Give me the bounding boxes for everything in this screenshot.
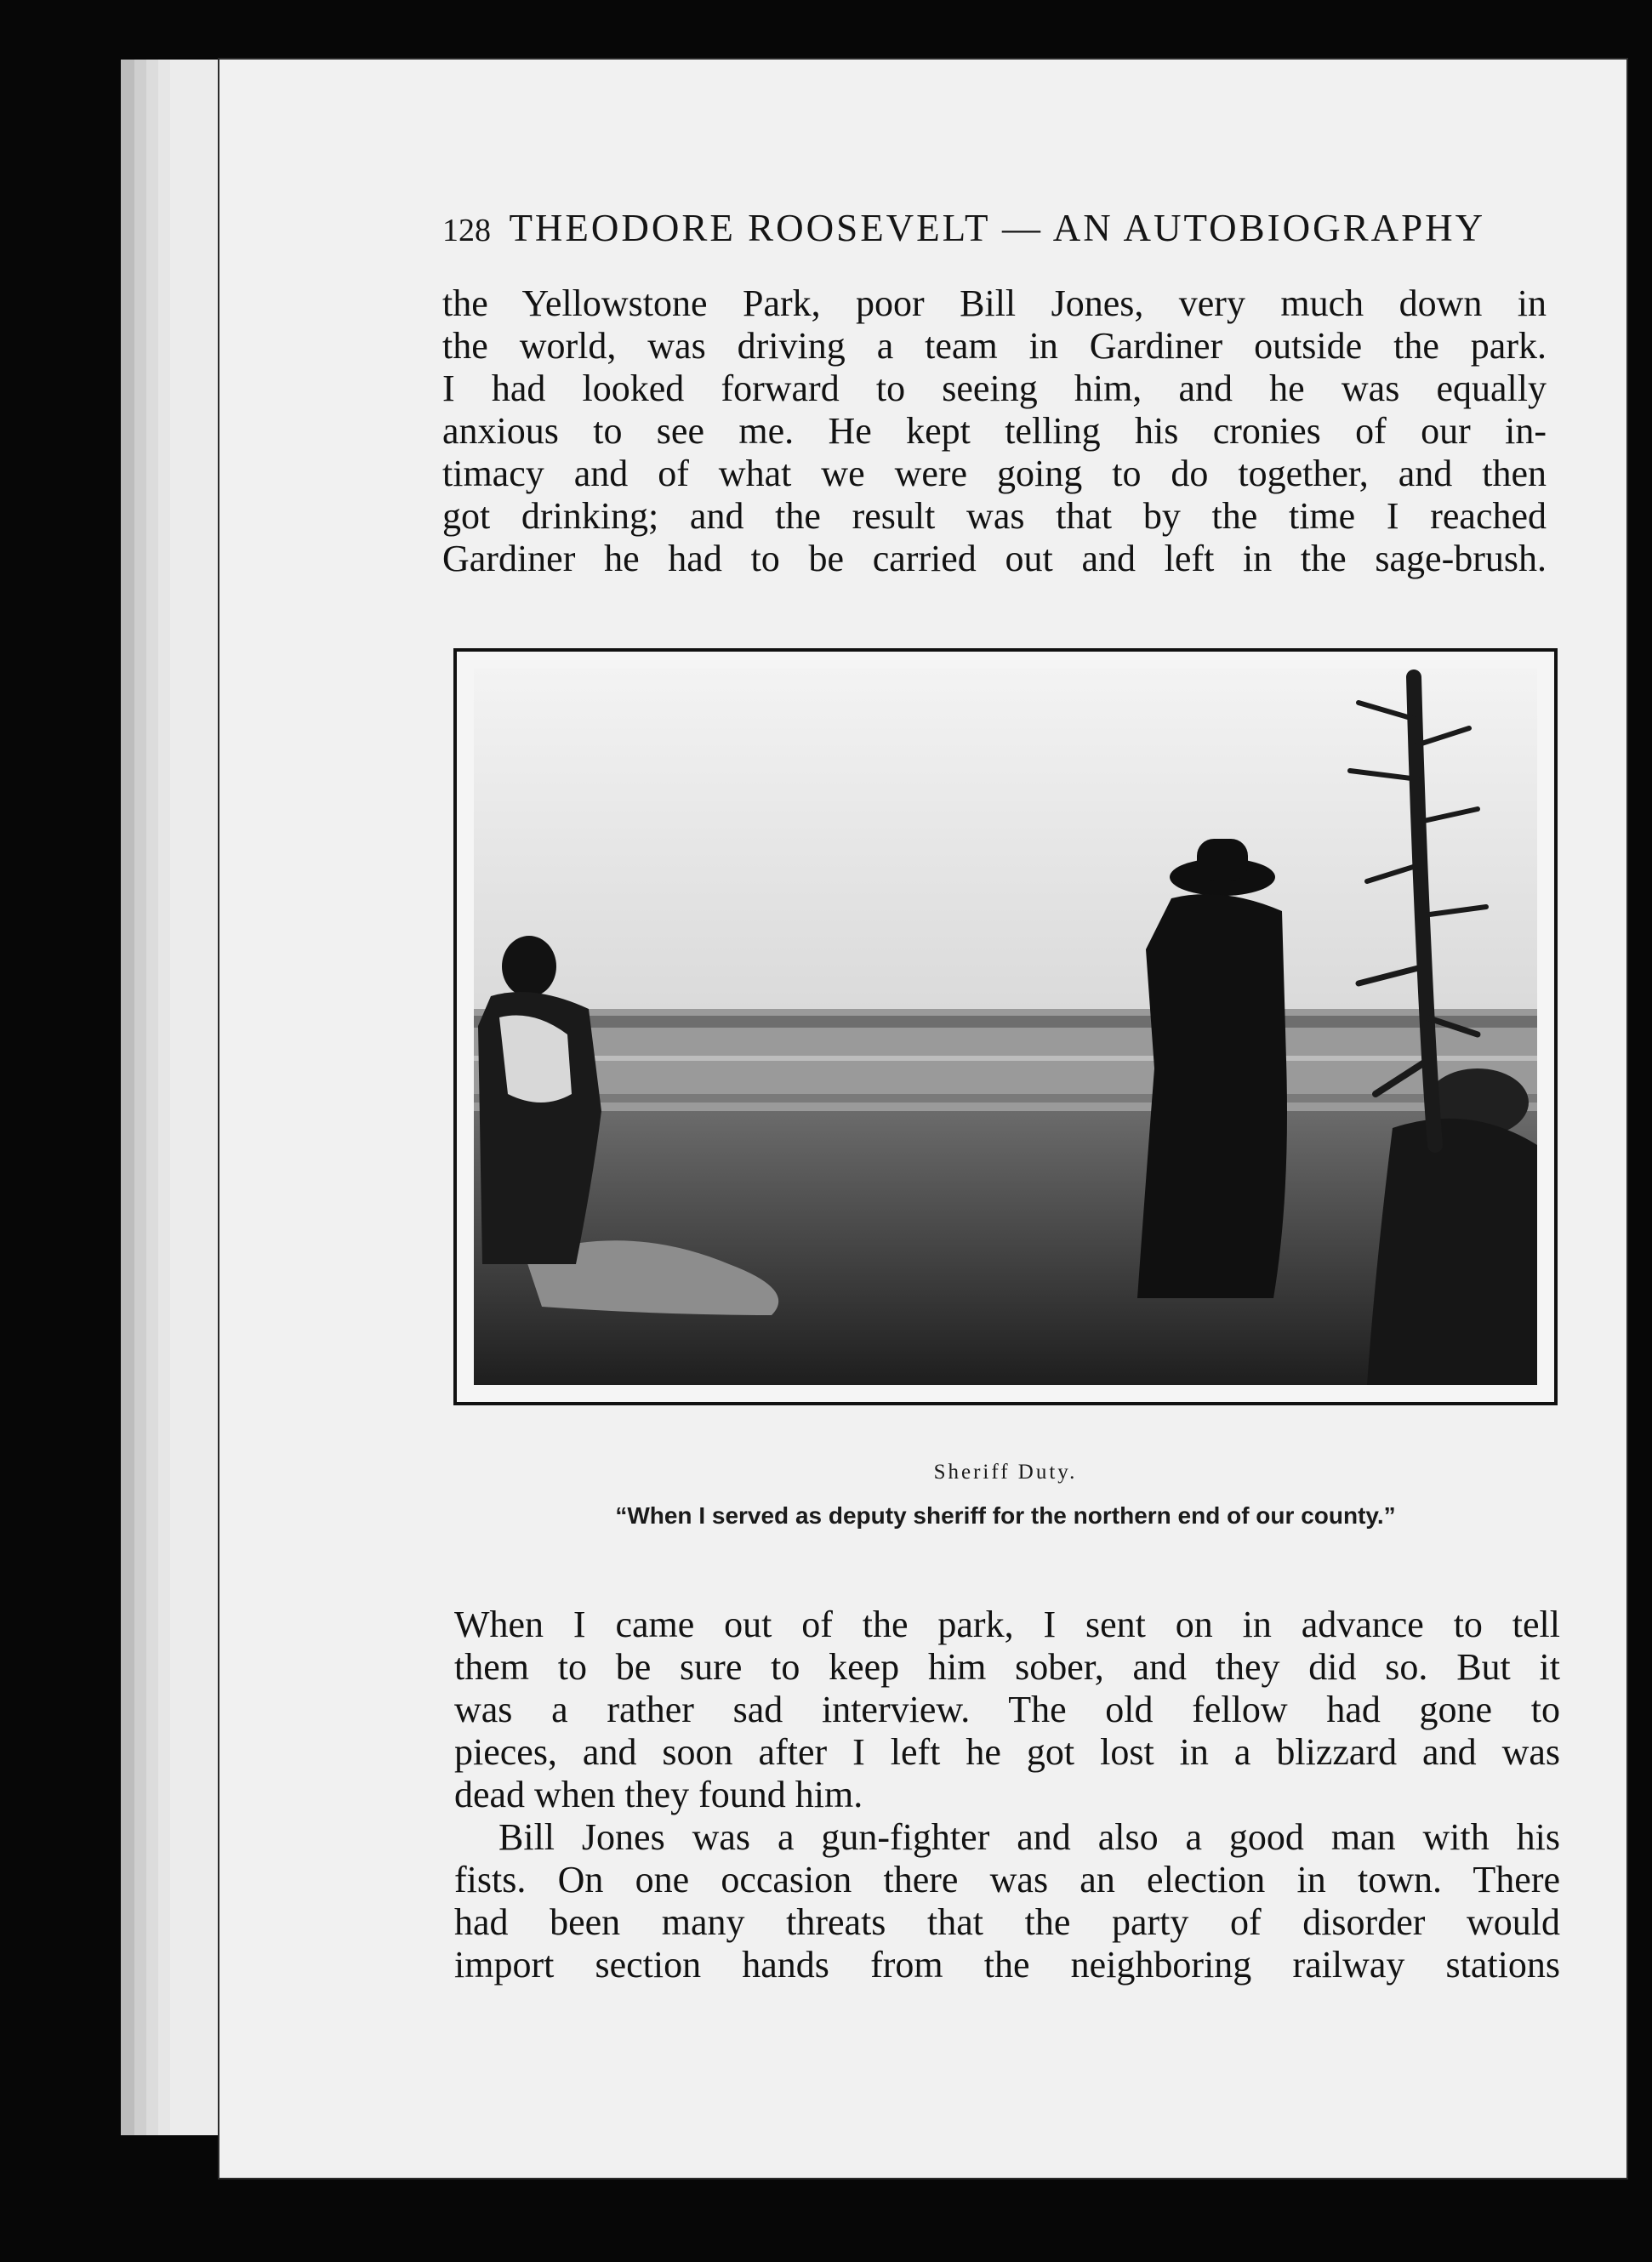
sky <box>474 669 1537 1026</box>
text-line: the world, was driving a team in Gardiner outside the park. <box>442 325 1547 367</box>
figure-caption-title: Sheriff Duty. <box>933 1461 1078 1484</box>
paragraph-2 <box>454 1604 1560 1986</box>
photo-plate <box>453 648 1558 1405</box>
book-page <box>219 60 1626 2178</box>
running-head <box>442 206 1548 250</box>
text-line: timacy and of what we were going to do together, and then <box>442 453 1547 494</box>
paragraph-1 <box>442 282 1547 580</box>
text-line: the Yellowstone Park, poor Bill Jones, very much down in <box>442 282 1547 324</box>
text-line: them to be sure to keep him sober, and they did so. But it <box>454 1646 1560 1688</box>
page-edge-stack <box>121 60 223 2135</box>
text-line: had been many threats that the party of disorder would <box>454 1901 1560 1943</box>
text-line: anxious to see me. He kept telling his cronies of our in- <box>442 410 1547 452</box>
photograph-sheriff-duty <box>474 669 1537 1385</box>
text-line: I had looked forward to seeing him, and he was equally <box>442 368 1547 409</box>
text-line: pieces, and soon after I left he got lost in a blizzard and was <box>454 1731 1560 1773</box>
text-line: When I came out of the park, I sent on in advance to tell <box>454 1604 1560 1645</box>
figure-caption-quote: “When I served as deputy sheriff for the northern end of our county.” <box>615 1502 1396 1529</box>
text-line: got drinking; and the result was that by the time I reached <box>442 495 1547 537</box>
text-line: was a rather sad interview. The old fellow had gone to <box>454 1689 1560 1730</box>
text-line: import section hands from the neighboring railway stations <box>454 1944 1560 1986</box>
text-line: Gardiner he had to be carried out and left in the sage-brush. <box>442 538 1547 579</box>
page-number: 128 <box>442 213 491 248</box>
text-line: Bill Jones was a gun-fighter and also a good man with his <box>498 1816 1560 1858</box>
running-head-title: THEODORE ROOSEVELT — AN AUTOBIOGRAPHY <box>509 207 1486 249</box>
text-line: dead when they found him. <box>454 1774 863 1815</box>
text-line: fists. On one occasion there was an election in town. There <box>454 1859 1560 1900</box>
